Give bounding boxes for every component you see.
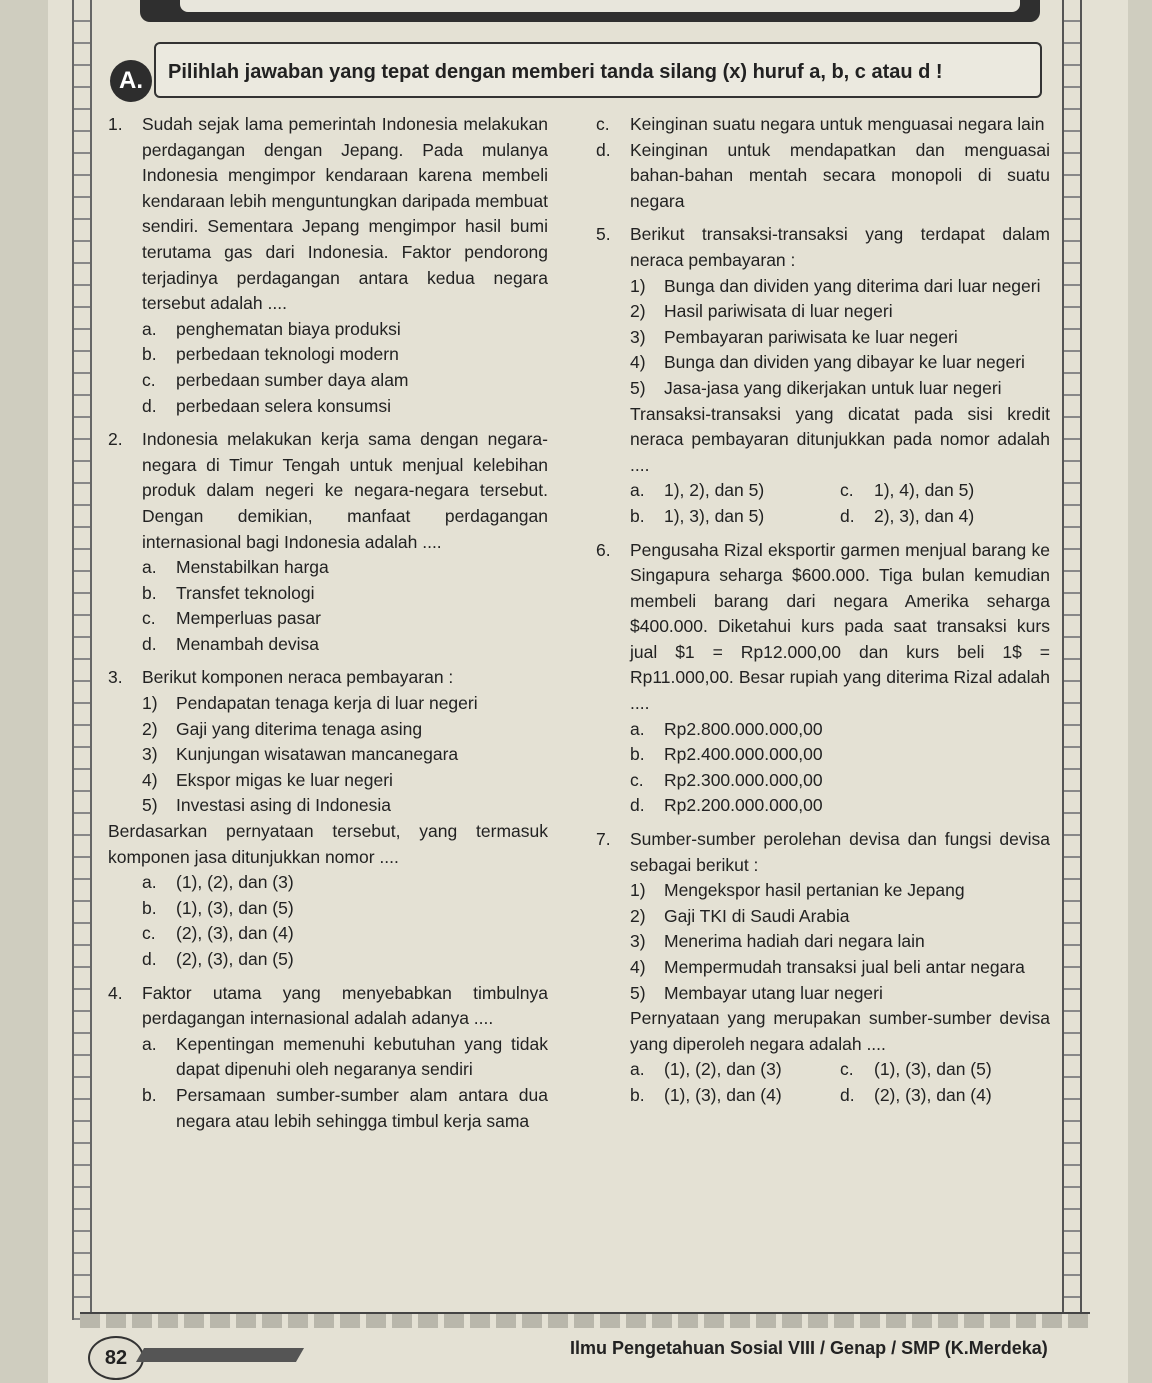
option-b[interactable]: b. (1), (3), dan (5) — [142, 897, 294, 918]
option-a-letter[interactable]: a. — [630, 1059, 645, 1080]
statement-item: 5) Membayar utang luar negeri — [630, 982, 883, 1003]
option-a-text[interactable]: (1), (2), dan (3) — [664, 1059, 782, 1080]
option-b-letter[interactable]: b. — [630, 505, 645, 526]
option-a[interactable]: a. Kepentingan memenuhi kebutuhan yang tidak dapat dipenuhi oleh negaranya sendiri — [142, 1033, 548, 1080]
question-number: 7. — [596, 829, 611, 850]
question-stem: Pernyataan yang merupakan sumber-sumber devisa yang diperoleh negara adalah .... — [630, 1008, 1050, 1054]
question-number: 4. — [108, 982, 123, 1003]
statement-item: 2) Gaji TKI di Saudi Arabia — [630, 905, 850, 926]
question-1 — [108, 112, 548, 419]
option-c[interactable]: c. (2), (3), dan (4) — [142, 923, 294, 944]
statement-item: 3) Pembayaran pariwisata ke luar negeri — [630, 326, 958, 347]
option-a-text[interactable]: 1), 2), dan 5) — [664, 480, 765, 501]
option-d[interactable]: d. Keinginan untuk mendapatkan dan menguasai bahan-bahan mentah secara monopoli di suatu negara — [596, 139, 1050, 211]
question-text: Sumber-sumber perolehan devisa dan fungsi devisa sebagai berikut : — [630, 829, 1050, 875]
statement-item: 5) Investasi asing di Indonesia — [142, 795, 391, 816]
question-number: 2. — [108, 429, 123, 450]
section-badge: A. — [110, 60, 152, 102]
page-number: 82 — [88, 1336, 144, 1380]
footer-stripe — [136, 1348, 304, 1362]
top-decoration-inner — [180, 0, 1020, 12]
statement-item: 5) Jasa-jasa yang dikerjakan untuk luar negeri — [630, 377, 1002, 398]
instruction-text: Pilihlah jawaban yang tepat dengan memberi tanda silang (x) huruf a, b, c atau d ! — [154, 42, 1042, 98]
book-title: Ilmu Pengetahuan Sosial VIII / Genap / SMP (K.Merdeka) — [570, 1338, 1048, 1358]
option-d-letter[interactable]: d. — [840, 505, 855, 526]
question-text: Indonesia melakukan kerja sama dengan negara-negara di Timur Tengah untuk menjual kelebihan produk dalam negeri ke negara-negara tersebut. Dengan demikian, manfaat perdagangan internasional bagi Indonesia adalah .... — [142, 429, 548, 552]
left-binding-strip — [72, 0, 92, 1320]
statement-item: 2) Hasil pariwisata di luar negeri — [630, 301, 893, 322]
options-grid — [596, 1057, 1050, 1108]
question-4 — [108, 981, 548, 1135]
option-d-letter[interactable]: d. — [840, 1084, 855, 1105]
option-b[interactable]: b. Persamaan sumber-sumber alam antara dua negara atau lebih sehingga timbul kerja sama — [142, 1084, 548, 1131]
option-c-letter[interactable]: c. — [840, 1059, 854, 1080]
option-b-text[interactable]: 1), 3), dan 5) — [664, 505, 765, 526]
option-a[interactable]: a. penghematan biaya produksi — [142, 318, 401, 339]
option-a[interactable]: a. Menstabilkan harga — [142, 557, 329, 578]
statement-item: 4) Ekspor migas ke luar negeri — [142, 769, 393, 790]
option-d-text[interactable]: 2), 3), dan 4) — [874, 505, 975, 526]
statement-item: 1) Bunga dan dividen yang diterima dari luar negeri — [630, 275, 1041, 296]
options-grid — [596, 478, 1050, 529]
question-text: Berikut transaksi-transaksi yang terdapat dalam neraca pembayaran : — [630, 224, 1050, 270]
statement-item: 1) Mengekspor hasil pertanian ke Jepang — [630, 880, 965, 901]
question-stem: Transaksi-transaksi yang dicatat pada sisi kredit neraca pembayaran ditunjukkan pada nomor adalah .... — [630, 403, 1050, 475]
question-text: Pengusaha Rizal eksportir garmen menjual barang ke Singapura seharga $600.000. Tiga bulan kemudian membeli barang dari negara Amerika seharga $400.000. Diketahui kurs pada saat transaksi kurs jual $1 = Rp12.000,00 dan kurs beli 1$ = Rp11.000,00. Besar rupiah yang diterima Rizal adalah .... — [630, 539, 1050, 714]
option-c-text[interactable]: (1), (3), dan (5) — [874, 1059, 992, 1080]
statement-item: 3) Kunjungan wisatawan mancanegara — [142, 744, 459, 765]
option-d-text[interactable]: (2), (3), dan (4) — [874, 1084, 992, 1105]
option-c[interactable]: c. perbedaan sumber daya alam — [142, 369, 409, 390]
statement-item: 3) Menerima hadiah dari negara lain — [630, 931, 925, 952]
footer-divider — [80, 1312, 1090, 1328]
option-c-text[interactable]: 1), 4), dan 5) — [874, 480, 975, 501]
option-a-letter[interactable]: a. — [630, 480, 645, 501]
option-b[interactable]: b. Transfet teknologi — [142, 582, 315, 603]
question-number: 5. — [596, 224, 611, 245]
option-c[interactable]: c. Keinginan suatu negara untuk menguasai negara lain — [596, 114, 1045, 134]
question-stem: Berdasarkan pernyataan tersebut, yang termasuk komponen jasa ditunjukkan nomor .... — [108, 821, 548, 867]
section-header — [92, 34, 1052, 102]
statement-item: 4) Mempermudah transaksi jual beli antar negara — [630, 957, 1025, 977]
question-7 — [596, 827, 1050, 1109]
option-b[interactable]: b. perbedaan teknologi modern — [142, 344, 399, 365]
option-a[interactable]: a. (1), (2), dan (3) — [142, 872, 294, 893]
option-d[interactable]: d. (2), (3), dan (5) — [142, 949, 294, 969]
option-a[interactable]: a. Rp2.800.000.000,00 — [630, 718, 823, 739]
question-text: Sudah sejak lama pemerintah Indonesia melakukan perdagangan dengan Jepang. Pada mulanya Indonesia mengimpor kendaraan karena membeli kendaraan lebih menguntungkan daripada membuat sendiri. Sementara Jepang mengimpor hasil bumi terutama gas dari Indonesia. Faktor pendorong terjadinya perdagangan antara kedua negara tersebut adalah .... — [142, 114, 548, 314]
option-d[interactable]: d. Menambah devisa — [142, 633, 319, 654]
statement-item: 1) Pendapatan tenaga kerja di luar negeri — [142, 693, 478, 714]
statement-item: 4) Bunga dan dividen yang dibayar ke luar negeri — [630, 352, 1025, 373]
question-5 — [596, 222, 1050, 529]
question-number: 6. — [596, 539, 611, 560]
option-d[interactable]: d. perbedaan selera konsumsi — [142, 395, 391, 416]
left-column — [108, 112, 548, 1134]
question-text: Berikut komponen neraca pembayaran : — [142, 667, 454, 688]
question-2 — [108, 427, 548, 657]
question-4-continued — [596, 112, 1050, 214]
option-c[interactable]: c. Rp2.300.000.000,00 — [630, 769, 823, 790]
question-number: 1. — [108, 114, 123, 134]
right-binding-strip — [1062, 0, 1082, 1320]
question-text: Faktor utama yang menyebabkan timbulnya perdagangan internasional adalah adanya .... — [142, 982, 548, 1029]
question-3 — [108, 665, 548, 972]
question-number: 3. — [108, 667, 123, 688]
question-6 — [596, 538, 1050, 820]
option-c-letter[interactable]: c. — [840, 480, 854, 501]
option-c[interactable]: c. Memperluas pasar — [142, 608, 321, 629]
option-b-letter[interactable]: b. — [630, 1084, 645, 1105]
right-column — [596, 112, 1050, 1109]
option-b[interactable]: b. Rp2.400.000.000,00 — [630, 744, 823, 765]
statement-item: 2) Gaji yang diterima tenaga asing — [142, 718, 423, 739]
option-d[interactable]: d. Rp2.200.000.000,00 — [630, 795, 823, 816]
option-b-text[interactable]: (1), (3), dan (4) — [664, 1084, 782, 1105]
